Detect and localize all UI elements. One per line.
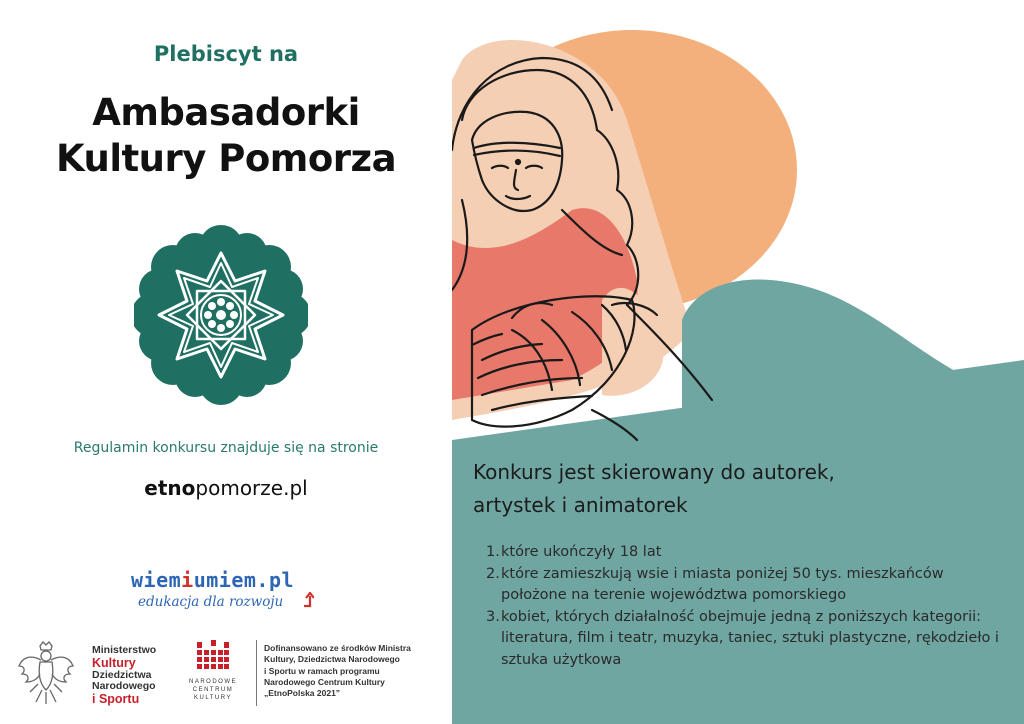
list-item — [486, 542, 1006, 564]
list-item-number: 3. — [486, 608, 500, 625]
ministry-logo — [92, 645, 156, 706]
left-panel — [0, 0, 452, 724]
list-item-text: kobiet, których działalność obejmuje jedną z poniższych kategorii: literatura, film i teatr, muzyka, taniec, sztuki plastyczne, rękodzieło i sztuka użytkowa — [501, 608, 999, 668]
nck-logo — [188, 640, 238, 710]
section-headline — [473, 456, 933, 522]
list-item — [486, 564, 1006, 607]
nck-grid-icon — [196, 640, 230, 674]
list-item-number: 1. — [486, 544, 500, 560]
criteria-list — [486, 542, 1006, 671]
ministry-line-2: Kultury — [92, 655, 136, 670]
funding-line-1: Dofinansowano ze środków Ministra — [264, 643, 411, 653]
funding-line-3: i Sportu w ramach programu — [264, 665, 380, 676]
wiem-part-c: umiem.pl — [193, 568, 295, 592]
list-item-number: 2. — [486, 565, 500, 582]
title-line-1: Ambasadorki — [92, 91, 360, 134]
funding-note — [264, 643, 454, 699]
list-item-text: które zamieszkują wsie i miasta poniżej 50 tys. mieszkańców położone na terenie województwa pomorskiego — [501, 565, 944, 603]
kicker-text: Plebiscyt na — [153, 42, 299, 66]
ministry-line-3: Dziedzictwa — [92, 668, 152, 681]
ministry-line-5: i Sportu — [92, 691, 140, 706]
arrow-up-icon — [302, 592, 314, 608]
list-item — [486, 607, 1006, 672]
funding-line-4: Narodowego Centrum Kultury — [264, 676, 385, 687]
funding-line-5: „EtnoPolska 2021” — [264, 688, 341, 699]
headline-line-1: Konkurs jest skierowany do autorek, — [473, 460, 835, 484]
title-line-2: Kultury Pomorza — [55, 137, 397, 180]
polish-eagle-icon — [16, 640, 76, 706]
wiemiumiem-tagline: edukacja dla rozwoju — [138, 594, 284, 610]
nck-line-1: NARODOWE — [189, 679, 237, 685]
ministry-line-4: Narodowego — [92, 680, 156, 692]
nck-line-2: CENTRUM — [192, 687, 234, 693]
website-rest-part: pomorze.pl — [195, 476, 308, 500]
website-bold-part: etno — [144, 476, 196, 500]
rules-text: Regulamin konkursu znajduje się na stronie — [73, 440, 379, 456]
wiem-part-b: i — [181, 568, 194, 592]
list-item-text: które ukończyły 18 lat — [501, 544, 662, 560]
page-title — [0, 90, 452, 182]
mandala-logo-icon — [134, 222, 308, 408]
headline-line-2: artystek i animatorek — [473, 493, 688, 517]
funding-line-2: Kultury, Dziedzictwa Narodowego — [264, 654, 400, 665]
footer-divider — [256, 640, 257, 706]
wiemiumiem-logo — [131, 568, 294, 592]
ministry-line-1: Ministerstwo — [92, 644, 157, 656]
website-link[interactable] — [0, 476, 452, 500]
nck-line-3: KULTURY — [194, 695, 232, 701]
wiem-part-a: wiem — [131, 568, 182, 592]
